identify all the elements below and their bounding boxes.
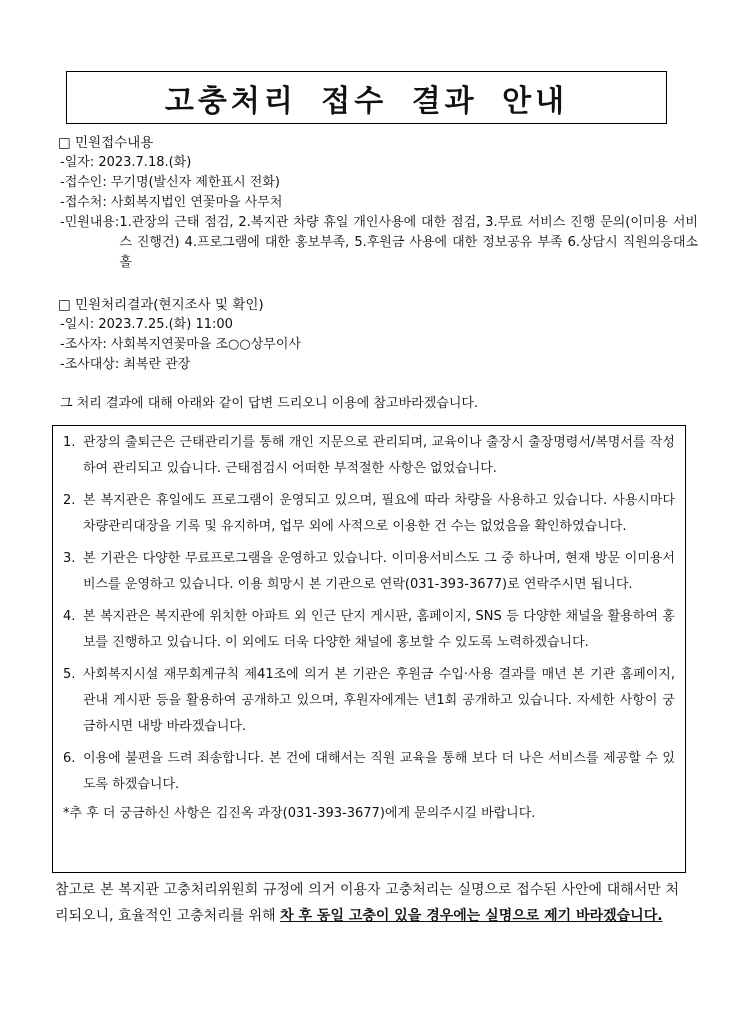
reception-receiver-text: -접수인: 무기명(발신자 제한표시 전화) bbox=[60, 175, 280, 190]
answer-item bbox=[63, 430, 675, 482]
answer-text: 본 복지관은 휴일에도 프로그램이 운영되고 있으며, 필요에 따라 차량을 사용하고 있습니다. 사용시마다 차량관리대장을 기록 및 유지하며, 업무 외에 사적으로 이용한 건 수는 없었음을 확인하였습니다. bbox=[83, 493, 675, 534]
closing-paragraph bbox=[55, 877, 679, 929]
reception-office-text: -접수처: 사회복지법인 연꽃마을 사무처 bbox=[60, 195, 283, 210]
answer-text: 관장의 출퇴근은 근태관리기를 통해 개인 지문으로 관리되며, 교육이나 출장시 출장명령서/복명서를 작성하여 관리되고 있습니다. 근태점검시 어떠한 부적절한 사항은 없었습니다. bbox=[83, 435, 675, 476]
answer-item bbox=[63, 604, 675, 656]
result-target-text: -조사대상: 최복란 관장 bbox=[60, 357, 191, 372]
answer-item bbox=[63, 546, 675, 598]
result-investigator bbox=[58, 335, 698, 355]
answer-number: 5. bbox=[63, 667, 76, 682]
answer-number: 6. bbox=[63, 751, 76, 766]
contact-footnote: *추 후 더 궁금하신 사항은 김진옥 과장(031-393-3677)에게 문의주시길 바랍니다. bbox=[63, 806, 536, 821]
reception-content-label: -민원내용: bbox=[60, 215, 120, 230]
reception-date bbox=[58, 153, 698, 173]
page-title: 고충처리 접수 결과 안내 bbox=[164, 83, 569, 119]
result-section bbox=[58, 295, 698, 375]
answer-number: 1. bbox=[63, 435, 76, 450]
answer-text: 본 기관은 다양한 무료프로그램을 운영하고 있습니다. 이미용서비스도 그 중 하나며, 현재 방문 이미용서비스를 운영하고 있습니다. 이용 희망시 본 기관으로 연락(031-393-3677)로 연락주시면 됩니다. bbox=[83, 551, 675, 592]
answer-text: 본 복지관은 복지관에 위치한 아파트 외 인근 단지 게시판, 홈페이지, SNS 등 다양한 채널을 활용하여 홍보를 진행하고 있습니다. 이 외에도 더욱 다양한 채널에 홍보할 수 있도록 노력하겠습니다. bbox=[83, 609, 675, 650]
intro-text: 그 처리 결과에 대해 아래와 같이 답변 드리오니 이용에 참고바라겠습니다. bbox=[60, 396, 479, 411]
reception-heading: □ 민원접수내용 bbox=[58, 135, 154, 151]
result-date-text: -일시: 2023.7.25.(화) 11:00 bbox=[60, 317, 233, 332]
reception-office bbox=[58, 193, 698, 213]
result-target bbox=[58, 355, 698, 375]
title-box bbox=[66, 71, 667, 124]
reception-content bbox=[58, 213, 698, 273]
result-date bbox=[58, 315, 698, 335]
reception-receiver bbox=[58, 173, 698, 193]
reception-section bbox=[58, 133, 698, 273]
result-investigator-text: -조사자: 사회복지연꽃마을 조○○상무이사 bbox=[60, 337, 301, 352]
answer-number: 4. bbox=[63, 609, 76, 624]
result-heading: □ 민원처리결과(현지조사 및 확인) bbox=[58, 297, 264, 313]
answer-item bbox=[63, 746, 675, 798]
reception-content-text: 1.관장의 근태 점검, 2.복지관 차량 휴일 개인사용에 대한 점검, 3.무료 서비스 진행 문의(이미용 서비스 진행건) 4.프로그램에 대한 홍보부족, 5.후원금 사용에 대한 정보공유 부족 6.상담시 직원의응대소홀 bbox=[119, 215, 698, 270]
answer-number: 2. bbox=[63, 493, 76, 508]
answer-box bbox=[52, 425, 686, 873]
reception-date-text: -일자: 2023.7.18.(화) bbox=[60, 155, 192, 170]
answer-text: 이용에 불편을 드려 죄송합니다. 본 건에 대해서는 직원 교육을 통해 보다 더 나은 서비스를 제공할 수 있도록 하겠습니다. bbox=[83, 751, 675, 792]
answer-number: 3. bbox=[63, 551, 76, 566]
answer-text: 사회복지시설 재무회계규칙 제41조에 의거 본 기관은 후원금 수입·사용 결과를 매년 본 기관 홈페이지, 관내 게시판 등을 활용하여 공개하고 있으며, 후원자에게는 년1회 공개하고 있습니다. 자세한 사항이 궁금하시면 내방 바라겠습니다. bbox=[83, 667, 675, 734]
closing-emphasis: 차 후 동일 고충이 있을 경우에는 실명으로 제기 바라겠습니다. bbox=[280, 908, 663, 924]
answer-item bbox=[63, 662, 675, 740]
closing-text: 참고로 본 복지관 고충처리위원회 규정에 의거 이용자 고충처리는 실명으로 접수된 사안에 대해서만 처리되오니, 효율적인 고충처리를 위해 bbox=[55, 882, 679, 924]
answer-item bbox=[63, 488, 675, 540]
